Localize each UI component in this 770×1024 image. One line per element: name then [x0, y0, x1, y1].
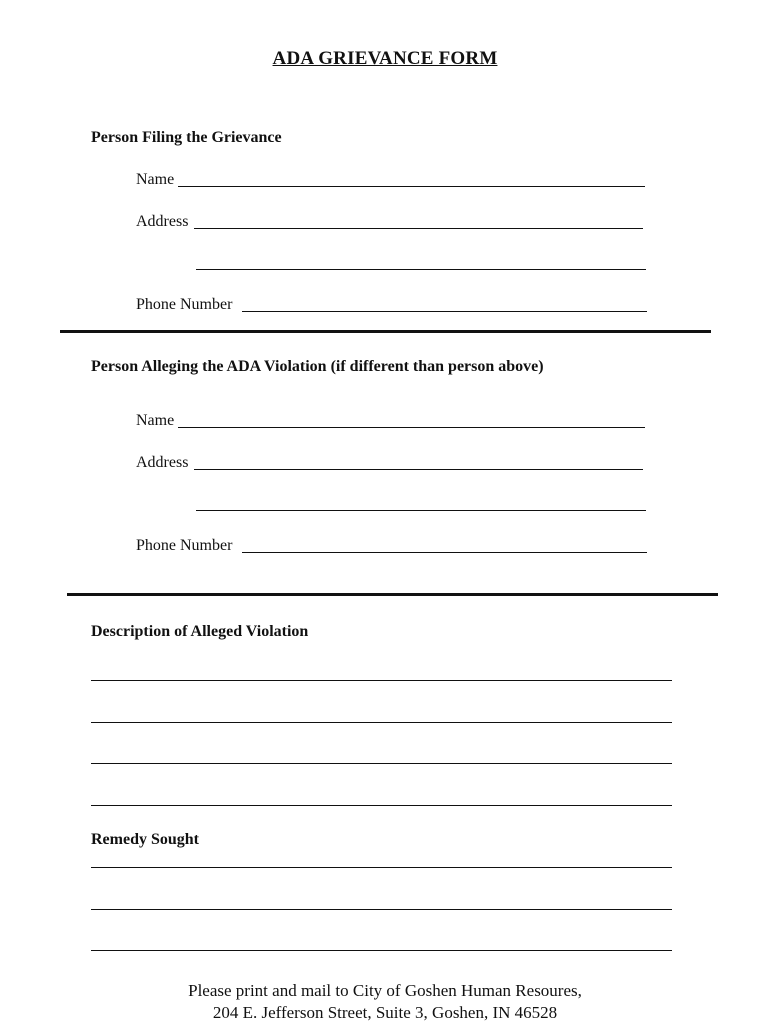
section-heading-remedy: Remedy Sought [91, 831, 200, 848]
alleger-phone-label: Phone Number [136, 537, 233, 554]
description-field-line[interactable] [91, 680, 672, 681]
remedy-field-line[interactable] [91, 867, 672, 868]
filer-address-field-line2[interactable] [196, 269, 646, 270]
description-field-line[interactable] [91, 722, 672, 723]
alleger-name-label: Name [136, 412, 175, 429]
form-title: ADA GRIEVANCE FORM [272, 48, 498, 69]
remedy-field-line[interactable] [91, 950, 672, 951]
filer-address-label: Address [136, 213, 189, 230]
alleger-phone-field[interactable] [242, 552, 647, 553]
footer-mailing-instructions [0, 980, 770, 1024]
section-heading-description: Description of Alleged Violation [91, 623, 309, 640]
filer-phone-label: Phone Number [136, 296, 233, 313]
section-divider [67, 593, 718, 596]
section-divider [60, 330, 711, 333]
description-field-line[interactable] [91, 805, 672, 806]
filer-name-field[interactable] [178, 186, 645, 187]
remedy-field-line[interactable] [91, 909, 672, 910]
filer-address-field-line1[interactable] [194, 228, 643, 229]
filer-name-label: Name [136, 171, 175, 188]
section-heading-alleger: Person Alleging the ADA Violation (if different than person above) [91, 358, 544, 375]
alleger-address-label: Address [136, 454, 189, 471]
alleger-address-field-line1[interactable] [194, 469, 643, 470]
footer-line-2: 204 E. Jefferson Street, Suite 3, Goshen, IN 46528 [212, 1003, 558, 1022]
alleger-name-field[interactable] [178, 427, 645, 428]
footer-line-1: Please print and mail to City of Goshen Human Resoures, [188, 981, 582, 1000]
filer-phone-field[interactable] [242, 311, 647, 312]
alleger-address-field-line2[interactable] [196, 510, 646, 511]
section-heading-filer: Person Filing the Grievance [91, 129, 282, 146]
description-field-line[interactable] [91, 763, 672, 764]
